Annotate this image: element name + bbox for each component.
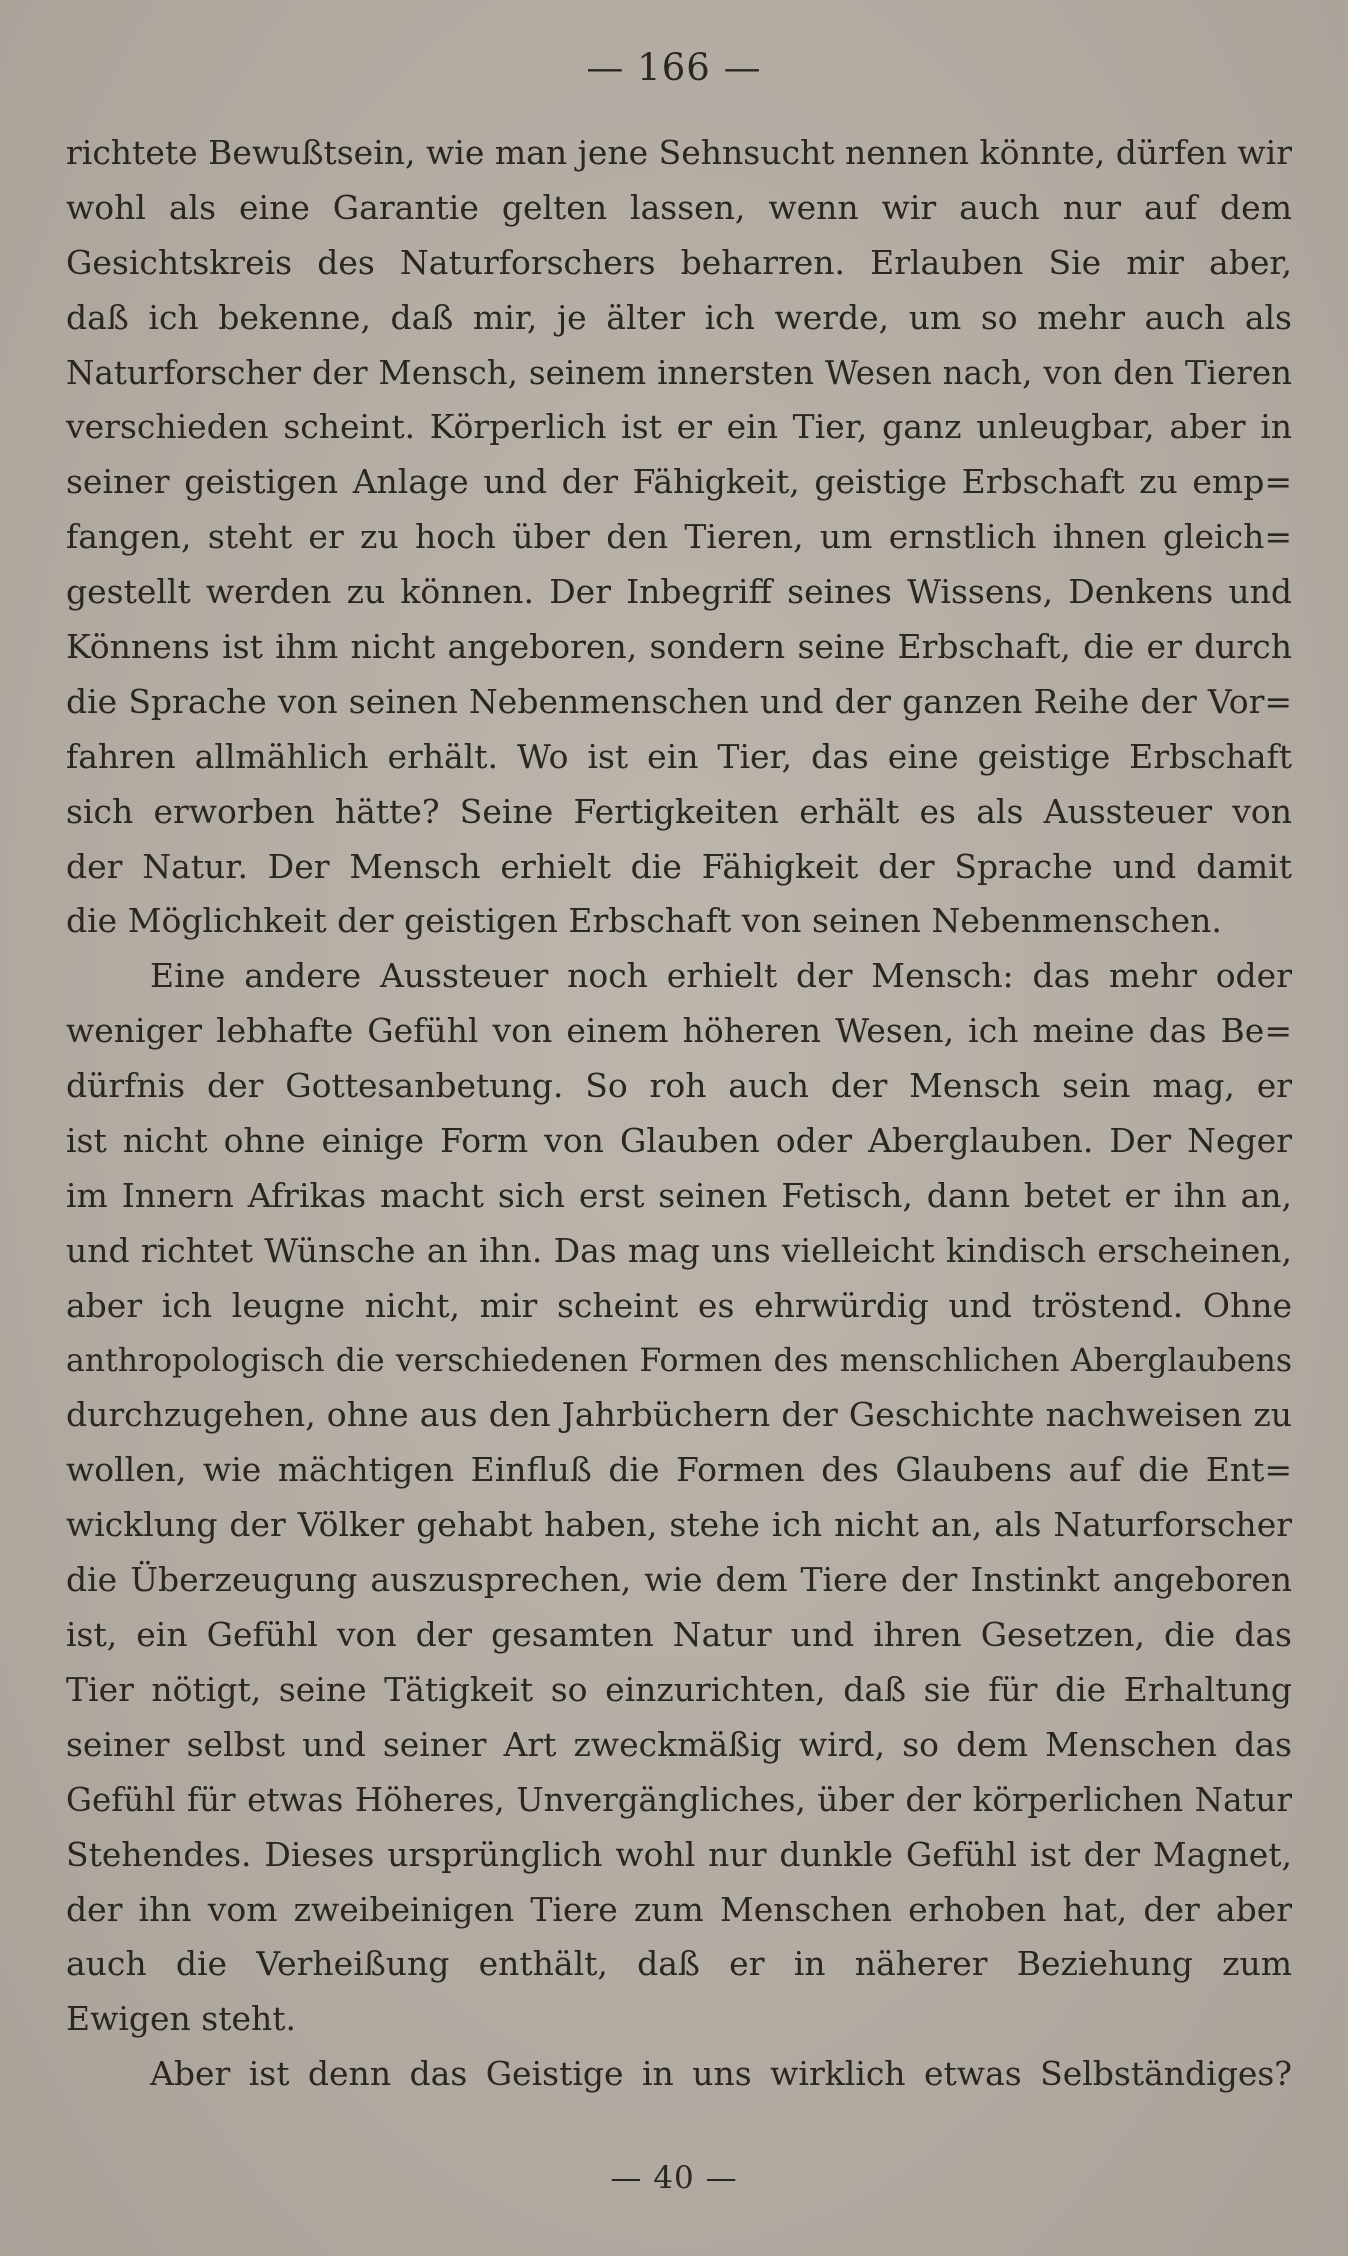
page-footer-number: — 40 — — [610, 2160, 738, 2196]
body-text — [66, 126, 1292, 2102]
text-line: die Sprache von seinen Nebenmenschen und der ganzen Reihe der Vor= — [66, 681, 1292, 721]
text-line: aber ich leugne nicht, mir scheint es ehrwürdig und tröstend. Ohne — [66, 1285, 1292, 1325]
text-line: verschieden scheint. Körperlich ist er ein Tier, ganz unleugbar, aber in — [66, 407, 1292, 447]
text-line: seiner selbst und seiner Art zweckmäßig wird, so dem Menschen das — [66, 1724, 1292, 1764]
text-line: Tier nötigt, seine Tätigkeit so einzurichten, daß sie für die Erhaltung — [66, 1669, 1292, 1709]
text-line: wicklung der Völker gehabt haben, stehe ich nicht an, als Naturforscher — [66, 1505, 1292, 1545]
text-line: die Möglichkeit der geistigen Erbschaft von seinen Nebenmenschen. — [66, 901, 1222, 941]
text-line: im Innern Afrikas macht sich erst seinen Fetisch, dann betet er ihn an, — [66, 1175, 1292, 1215]
paragraph-first-line: Eine andere Aussteuer noch erhielt der Mensch: das mehr oder — [150, 956, 1292, 996]
text-line: der ihn vom zweibeinigen Tiere zum Menschen erhoben hat, der aber — [66, 1889, 1292, 1929]
text-line: ist nicht ohne einige Form von Glauben oder Aberglauben. Der Neger — [66, 1121, 1292, 1161]
text-line: Könnens ist ihm nicht angeboren, sondern seine Erbschaft, die er durch — [66, 627, 1292, 667]
page-header-number: — 166 — — [586, 46, 762, 89]
text-line: fangen, steht er zu hoch über den Tieren, um ernstlich ihnen gleich= — [66, 517, 1292, 557]
paragraph-first-line: Aber ist denn das Geistige in uns wirklich etwas Selbständiges? — [150, 2054, 1292, 2094]
text-line: dürfnis der Gottesanbetung. So roh auch der Mensch sein mag, er — [66, 1066, 1292, 1106]
text-line: wollen, wie mächtigen Einfluß die Formen des Glaubens auf die Ent= — [66, 1450, 1292, 1490]
text-line: Stehendes. Dieses ursprünglich wohl nur dunkle Gefühl ist der Magnet, — [66, 1834, 1292, 1874]
text-line: weniger lebhafte Gefühl von einem höheren Wesen, ich meine das Be= — [66, 1011, 1292, 1051]
text-line: sich erworben hätte? Seine Fertigkeiten erhält es als Aussteuer von — [66, 791, 1292, 831]
text-line: Gesichtskreis des Naturforschers beharren. Erlauben Sie mir aber, — [66, 242, 1292, 282]
text-line: die Überzeugung auszusprechen, wie dem Tiere der Instinkt angeboren — [66, 1560, 1292, 1600]
text-line: durchzugehen, ohne aus den Jahrbüchern der Geschichte nachweisen zu — [66, 1395, 1292, 1435]
text-line: daß ich bekenne, daß mir, je älter ich werde, um so mehr auch als — [66, 297, 1292, 337]
text-line: fahren allmählich erhält. Wo ist ein Tier, das eine geistige Erbschaft — [66, 736, 1292, 776]
text-line: Naturforscher der Mensch, seinem innersten Wesen nach, von den Tieren — [66, 353, 1292, 392]
text-line: gestellt werden zu können. Der Inbegriff seines Wissens, Denkens und — [66, 572, 1292, 612]
text-line: Ewigen steht. — [66, 1999, 297, 2039]
text-line: und richtet Wünsche an ihn. Das mag uns vielleicht kindisch erscheinen, — [66, 1230, 1292, 1270]
text-line: auch die Verheißung enthält, daß er in näherer Beziehung zum — [66, 1944, 1292, 1984]
text-line: wohl als eine Garantie gelten lassen, wenn wir auch nur auf dem — [66, 187, 1292, 227]
text-line: Gefühl für etwas Höheres, Unvergängliches, über der körperlichen Natur — [66, 1780, 1292, 1819]
text-line: der Natur. Der Mensch erhielt die Fähigkeit der Sprache und damit — [66, 846, 1292, 886]
text-line: anthropologisch die verschiedenen Formen des menschlichen Aberglaubens — [66, 1342, 1292, 1379]
text-line: ist, ein Gefühl von der gesamten Natur und ihren Gesetzen, die das — [66, 1615, 1292, 1655]
text-line: seiner geistigen Anlage und der Fähigkeit, geistige Erbschaft zu emp= — [66, 462, 1292, 502]
text-line: richtete Bewußtsein, wie man jene Sehnsucht nennen könnte, dürfen wir — [66, 133, 1292, 172]
